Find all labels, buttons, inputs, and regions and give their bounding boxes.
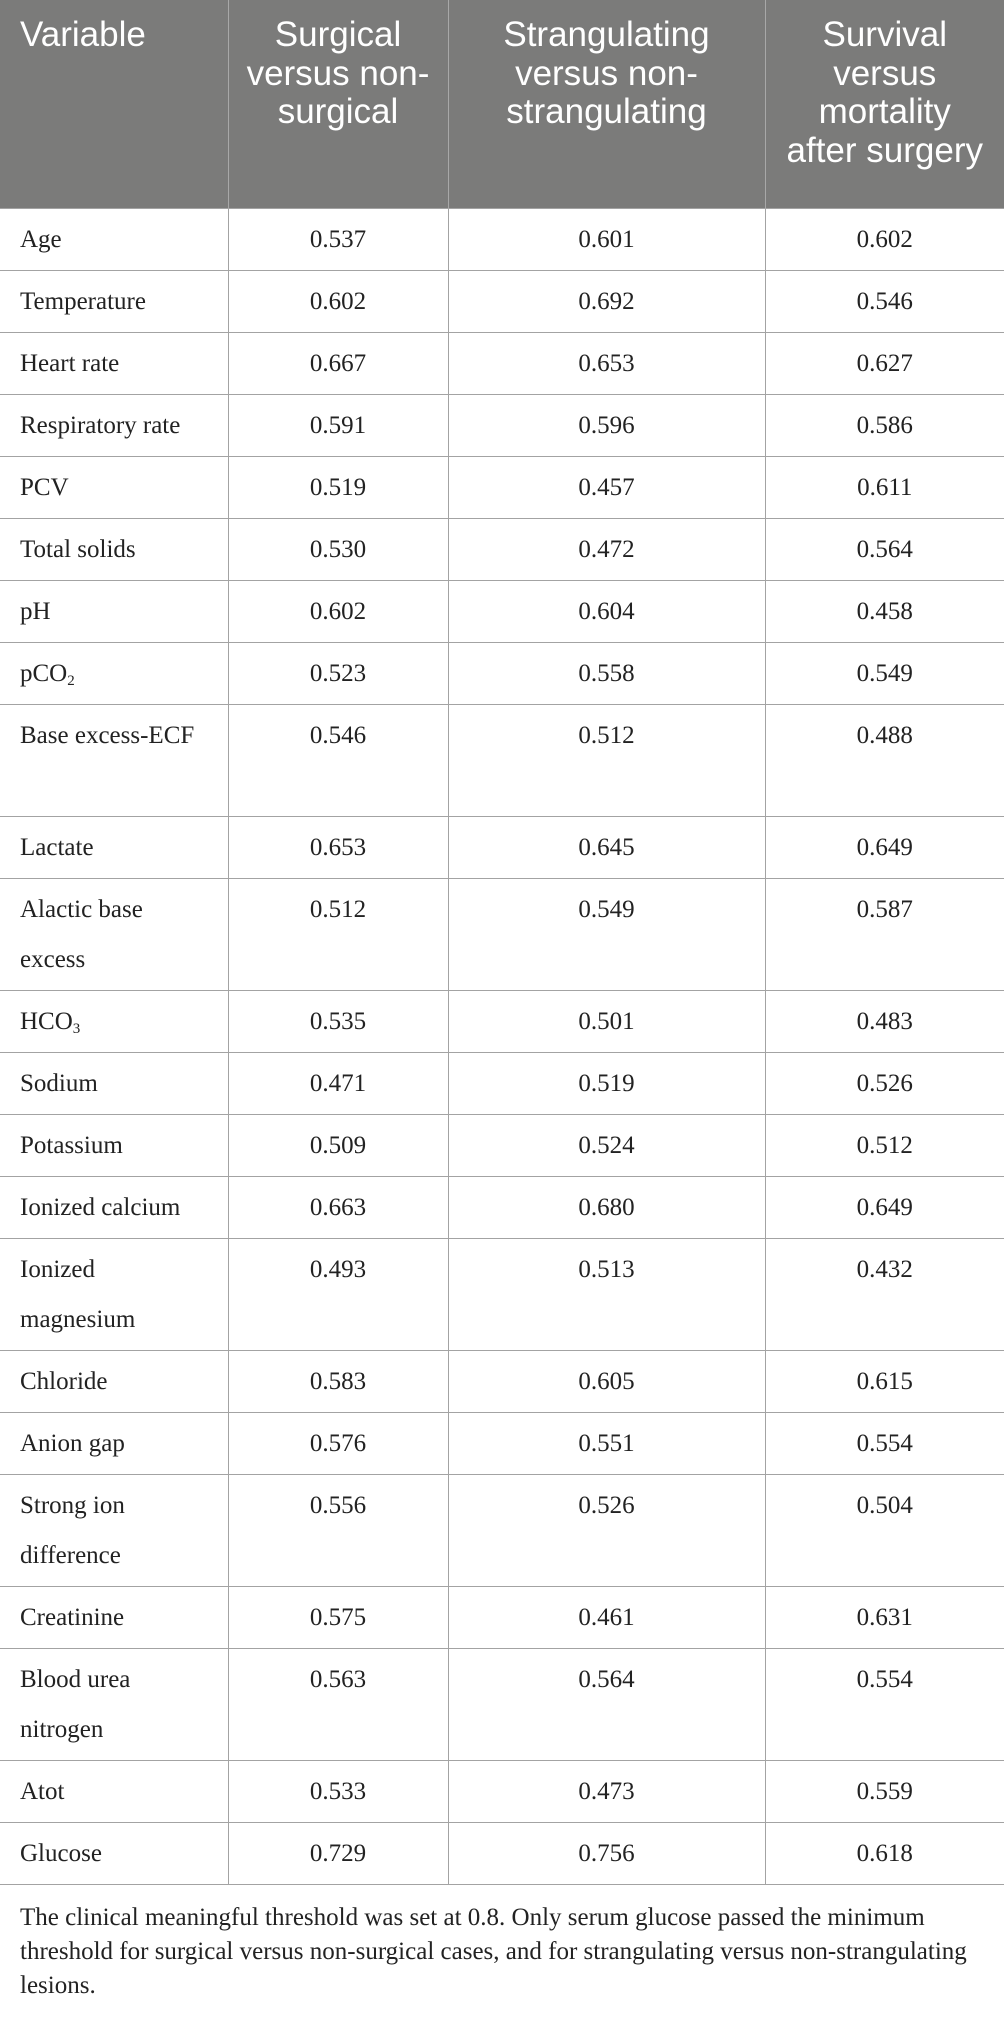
value-cell: 0.501	[448, 990, 765, 1052]
value-cell: 0.558	[448, 642, 765, 704]
table-row	[0, 580, 1004, 642]
value-cell: 0.667	[228, 332, 448, 394]
header-strangulating-vs-nonstrangulating: Strangulating versus non-strangulating	[448, 0, 765, 208]
value-cell: 0.512	[765, 1114, 1004, 1176]
value-cell: 0.535	[228, 990, 448, 1052]
variable-cell: Respiratory rate	[0, 394, 228, 456]
table-row	[0, 332, 1004, 394]
variable-cell: pCO$_2$	[0, 642, 228, 704]
value-cell: 0.461	[448, 1586, 765, 1648]
value-cell: 0.523	[228, 642, 448, 704]
variable-cell: Glucose	[0, 1822, 228, 1884]
table-header	[0, 0, 1004, 208]
value-cell: 0.756	[448, 1822, 765, 1884]
value-cell: 0.524	[448, 1114, 765, 1176]
value-cell: 0.692	[448, 270, 765, 332]
value-cell: 0.556	[228, 1474, 448, 1586]
value-cell: 0.432	[765, 1238, 1004, 1350]
variable-cell: Heart rate	[0, 332, 228, 394]
header-variable: Variable	[0, 0, 228, 208]
variable-cell: Creatinine	[0, 1586, 228, 1648]
value-cell: 0.604	[448, 580, 765, 642]
variable-cell: Temperature	[0, 270, 228, 332]
table-row	[0, 1052, 1004, 1114]
variable-cell: Potassium	[0, 1114, 228, 1176]
value-cell: 0.554	[765, 1648, 1004, 1760]
value-cell: 0.493	[228, 1238, 448, 1350]
value-cell: 0.519	[228, 456, 448, 518]
table-row	[0, 1822, 1004, 1884]
value-cell: 0.483	[765, 990, 1004, 1052]
variable-cell: $HCO_3$	[0, 990, 228, 1052]
value-cell: 0.512	[448, 704, 765, 816]
value-cell: 0.559	[765, 1760, 1004, 1822]
table-row	[0, 1176, 1004, 1238]
header-survival-vs-mortality: Survival versus mortality after surgery	[765, 0, 1004, 208]
table-row	[0, 270, 1004, 332]
table-row	[0, 1114, 1004, 1176]
value-cell: 0.472	[448, 518, 765, 580]
value-cell: 0.563	[228, 1648, 448, 1760]
table-row	[0, 394, 1004, 456]
value-cell: 0.615	[765, 1350, 1004, 1412]
table-row	[0, 704, 1004, 816]
table-footnote: The clinical meaningful threshold was set at 0.8. Only serum glucose passed the minimum threshold for surgical versus non-surgical cases, and for strangulating versus non-strangulating lesions.	[20, 1903, 967, 1999]
value-cell: 0.526	[765, 1052, 1004, 1114]
value-cell: 0.583	[228, 1350, 448, 1412]
variable-cell: Chloride	[0, 1350, 228, 1412]
value-cell: 0.602	[228, 580, 448, 642]
value-cell: 0.602	[228, 270, 448, 332]
variable-cell: Alactic base excess	[0, 878, 228, 990]
table-row	[0, 1760, 1004, 1822]
value-cell: 0.537	[228, 208, 448, 270]
value-cell: 0.631	[765, 1586, 1004, 1648]
variable-cell: Total solids	[0, 518, 228, 580]
value-cell: 0.596	[448, 394, 765, 456]
value-cell: 0.587	[765, 878, 1004, 990]
value-cell: 0.526	[448, 1474, 765, 1586]
value-cell: 0.576	[228, 1412, 448, 1474]
table-row	[0, 990, 1004, 1052]
table-row	[0, 208, 1004, 270]
table-row	[0, 878, 1004, 990]
value-cell: 0.611	[765, 456, 1004, 518]
value-cell: 0.512	[228, 878, 448, 990]
variable-cell: pH	[0, 580, 228, 642]
value-cell: 0.471	[228, 1052, 448, 1114]
value-cell: 0.680	[448, 1176, 765, 1238]
value-cell: 0.729	[228, 1822, 448, 1884]
value-cell: 0.575	[228, 1586, 448, 1648]
value-cell: 0.546	[765, 270, 1004, 332]
value-cell: 0.653	[228, 816, 448, 878]
value-cell: 0.618	[765, 1822, 1004, 1884]
value-cell: 0.554	[765, 1412, 1004, 1474]
variable-cell: Sodium	[0, 1052, 228, 1114]
value-cell: 0.530	[228, 518, 448, 580]
value-cell: 0.663	[228, 1176, 448, 1238]
value-cell: 0.602	[765, 208, 1004, 270]
value-cell: 0.591	[228, 394, 448, 456]
value-cell: 0.457	[448, 456, 765, 518]
value-cell: 0.605	[448, 1350, 765, 1412]
table-row	[0, 1350, 1004, 1412]
value-cell: 0.627	[765, 332, 1004, 394]
value-cell: 0.601	[448, 208, 765, 270]
variable-subscript: 2	[67, 672, 75, 689]
table-row	[0, 1238, 1004, 1350]
value-cell: 0.549	[448, 878, 765, 990]
variable-cell: PCV	[0, 456, 228, 518]
variable-cell: Atot	[0, 1760, 228, 1822]
value-cell: 0.586	[765, 394, 1004, 456]
table-row	[0, 518, 1004, 580]
variable-cell: Age	[0, 208, 228, 270]
table-row	[0, 1474, 1004, 1586]
variable-cell: Anion gap	[0, 1412, 228, 1474]
value-cell: 0.488	[765, 704, 1004, 816]
value-cell: 0.533	[228, 1760, 448, 1822]
value-cell: 0.549	[765, 642, 1004, 704]
value-cell: 0.564	[448, 1648, 765, 1760]
header-surgical-vs-nonsurgical: Surgical versus non-surgical	[228, 0, 448, 208]
variable-cell: Strong ion difference	[0, 1474, 228, 1586]
header-row	[0, 0, 1004, 208]
table-row	[0, 642, 1004, 704]
value-cell: 0.564	[765, 518, 1004, 580]
variable-cell: Ionized calcium	[0, 1176, 228, 1238]
value-cell: 0.473	[448, 1760, 765, 1822]
table-row	[0, 1586, 1004, 1648]
variable-cell: Base excess-ECF	[0, 704, 228, 816]
value-cell: 0.645	[448, 816, 765, 878]
value-cell: 0.458	[765, 580, 1004, 642]
value-cell: 0.513	[448, 1238, 765, 1350]
value-cell: 0.653	[448, 332, 765, 394]
value-cell: 0.546	[228, 704, 448, 816]
value-cell: 0.551	[448, 1412, 765, 1474]
table-row	[0, 1412, 1004, 1474]
variable-cell: Ionized magnesium	[0, 1238, 228, 1350]
table-row	[0, 1648, 1004, 1760]
value-cell: 0.649	[765, 1176, 1004, 1238]
variable-subscript: 3	[72, 1020, 81, 1037]
value-cell: 0.504	[765, 1474, 1004, 1586]
value-cell: 0.649	[765, 816, 1004, 878]
table-row	[0, 816, 1004, 878]
value-cell: 0.519	[448, 1052, 765, 1114]
variable-cell: Lactate	[0, 816, 228, 878]
table-row	[0, 456, 1004, 518]
table-body	[0, 208, 1004, 1884]
variable-cell: Blood urea nitrogen	[0, 1648, 228, 1760]
value-cell: 0.509	[228, 1114, 448, 1176]
